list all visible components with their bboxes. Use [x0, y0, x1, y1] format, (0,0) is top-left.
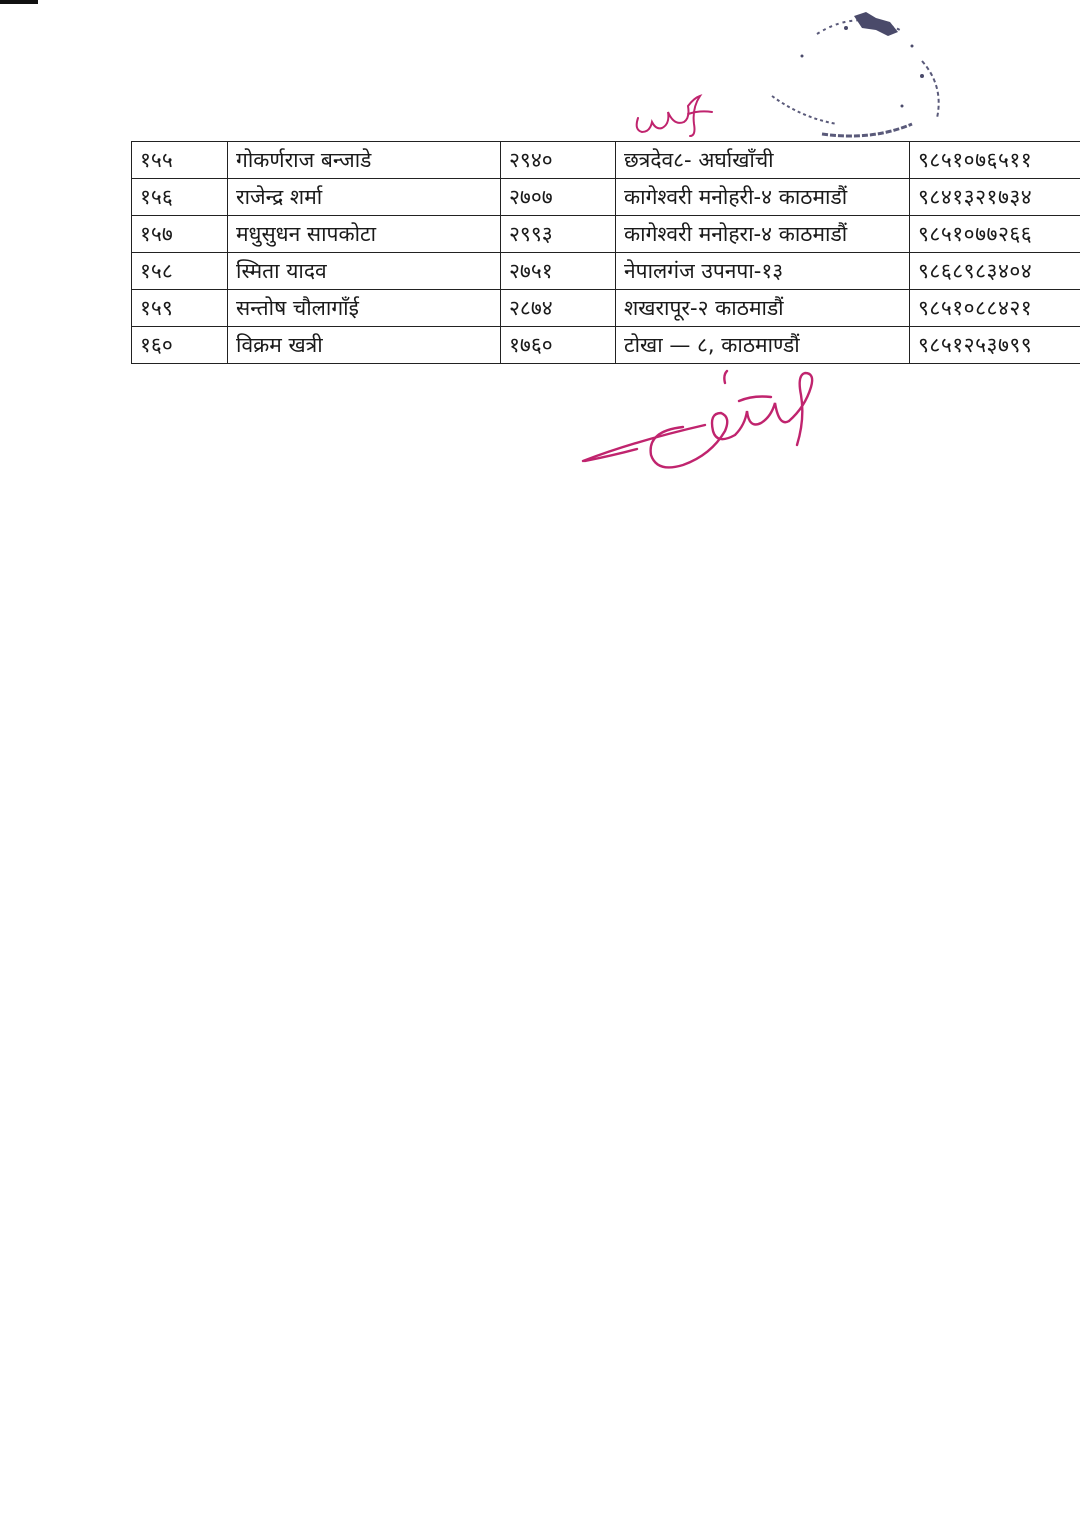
serial-number-cell: १६०	[132, 327, 228, 364]
name-cell: मधुसुधन सापकोटा	[228, 216, 501, 253]
serial-number-cell: १५९	[132, 290, 228, 327]
serial-number-cell: १५८	[132, 253, 228, 290]
data-table	[131, 141, 1080, 364]
address-cell: छत्रदेव८- अर्घाखाँची	[616, 142, 910, 179]
name-cell: सन्तोष चौलागाँई	[228, 290, 501, 327]
registration-number-cell: २७०७	[501, 179, 616, 216]
name-cell: गोकर्णराज बन्जाडे	[228, 142, 501, 179]
name-cell: स्मिता यादव	[228, 253, 501, 290]
name-cell: विक्रम खत्री	[228, 327, 501, 364]
table-row	[132, 290, 1080, 327]
table-row	[132, 216, 1080, 253]
phone-cell: ९८५१०८८४२१	[910, 290, 1080, 327]
serial-number-cell: १५७	[132, 216, 228, 253]
phone-cell: ९८४१३२१७३४	[910, 179, 1080, 216]
phone-cell: ९८६८९८३४०४	[910, 253, 1080, 290]
address-cell: टोखा — ८, काठमाण्डौं	[616, 327, 910, 364]
serial-number-cell: १५५	[132, 142, 228, 179]
scan-edge-mark	[0, 0, 38, 4]
address-cell: कागेश्वरी मनोहरी-४ काठमाडौं	[616, 179, 910, 216]
address-cell: शखरापूर-२ काठमाडौं	[616, 290, 910, 327]
table-row	[132, 142, 1080, 179]
phone-cell: ९८५१०७७२६६	[910, 216, 1080, 253]
signature-icon	[575, 365, 825, 477]
phone-cell: ९८५१२५३७९९	[910, 327, 1080, 364]
phone-cell: ९८५१०७६५११	[910, 142, 1080, 179]
serial-number-cell: १५६	[132, 179, 228, 216]
registration-number-cell: १७६०	[501, 327, 616, 364]
signature-icon	[630, 88, 720, 138]
registration-number-cell: २७५१	[501, 253, 616, 290]
address-cell: कागेश्वरी मनोहरा-४ काठमाडौं	[616, 216, 910, 253]
table-row	[132, 253, 1080, 290]
registration-number-cell: २९९३	[501, 216, 616, 253]
address-cell: नेपालगंज उपनपा-१३	[616, 253, 910, 290]
registration-number-cell: २८७४	[501, 290, 616, 327]
table-row	[132, 327, 1080, 364]
table-row	[132, 179, 1080, 216]
registration-number-cell: २९४०	[501, 142, 616, 179]
name-cell: राजेन्द्र शर्मा	[228, 179, 501, 216]
office-stamp-icon	[762, 6, 962, 156]
